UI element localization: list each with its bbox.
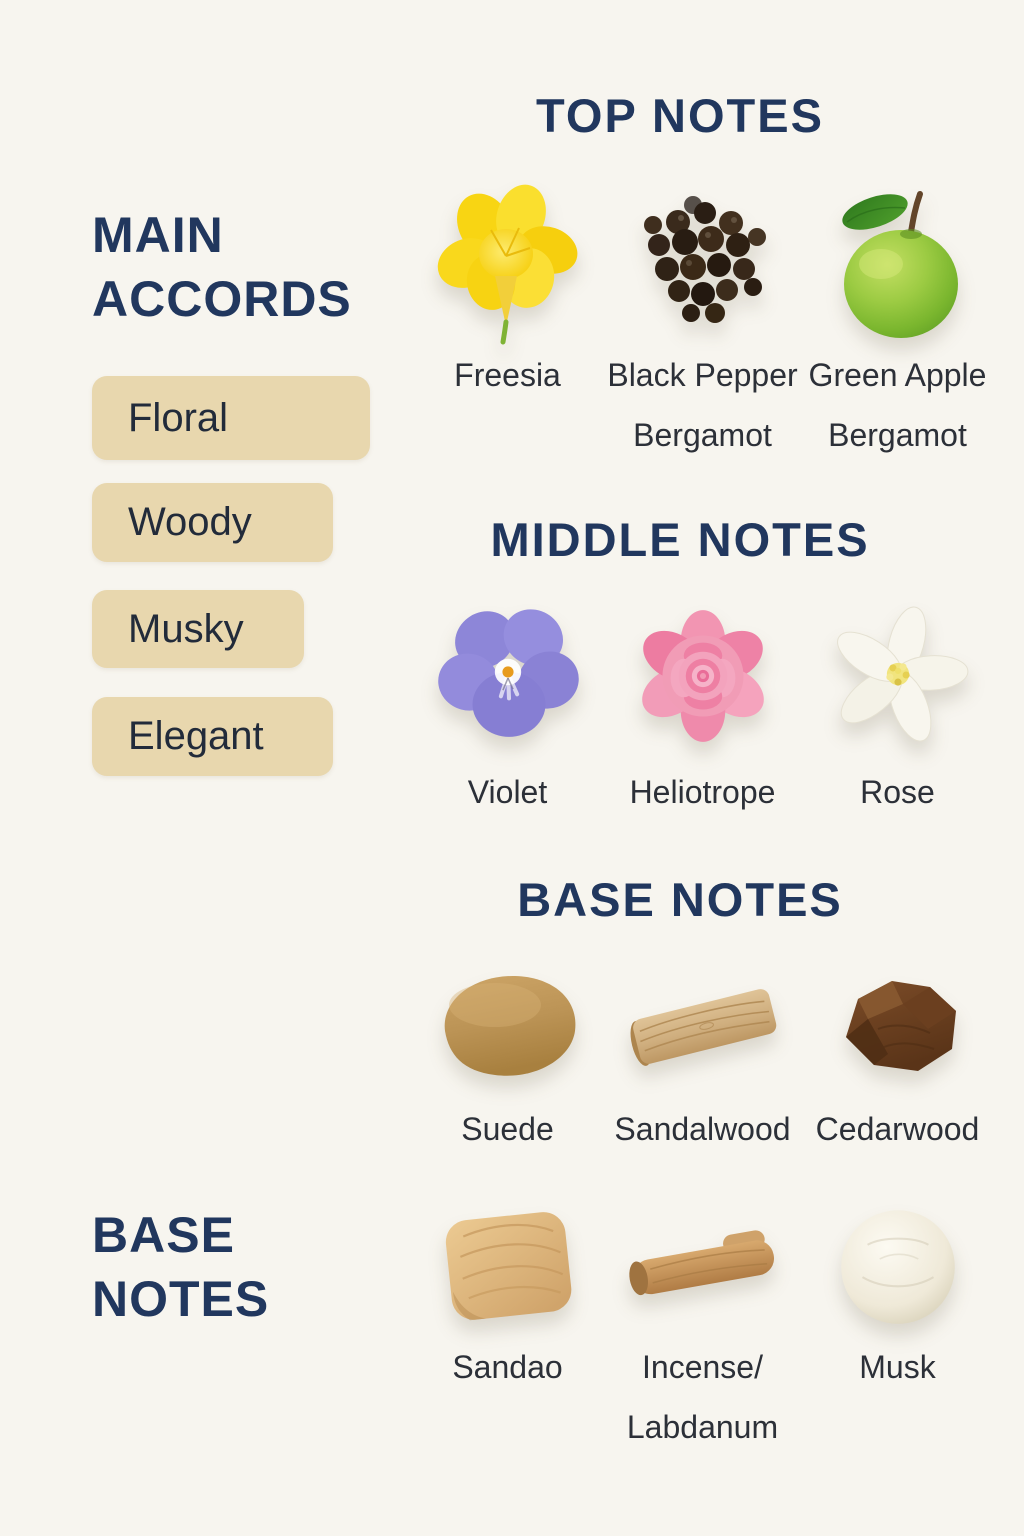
- note-label-line1: Suede: [461, 1111, 554, 1147]
- note-label: [468, 771, 547, 814]
- note-label-line1: Sandao: [452, 1349, 563, 1385]
- note-label-line2: Bergamot: [828, 417, 967, 453]
- note-label-line1: Incense/: [642, 1349, 763, 1385]
- note-item-heliotrope: [610, 585, 795, 814]
- base-notes-row-1: [415, 950, 990, 1151]
- note-label: [816, 1108, 980, 1151]
- note-label-line1: Heliotrope: [629, 774, 776, 810]
- freesia-flower-icon: [433, 176, 583, 348]
- accord-pill-label: Woody: [128, 500, 252, 544]
- note-item-musk: [805, 1190, 990, 1449]
- accord-pill-label: Floral: [128, 395, 229, 440]
- middle-notes-row: [415, 585, 990, 814]
- note-label: [607, 354, 797, 457]
- accord-pill-elegant[interactable]: [92, 697, 333, 776]
- base-notes-title: BASE NOTES: [517, 873, 843, 926]
- note-item-sandao: [415, 1190, 600, 1449]
- note-label-line1: Freesia: [454, 357, 561, 393]
- white-jasmine-flower-icon: [822, 585, 974, 765]
- base-notes-row-2: [415, 1190, 990, 1449]
- note-item-sandalwood: [610, 950, 795, 1151]
- green-apple-icon: [823, 176, 973, 348]
- note-label: [614, 1108, 790, 1151]
- note-label-line2: Bergamot: [633, 417, 772, 453]
- note-item-cedarwood: [805, 950, 990, 1151]
- cedarwood-chunk-icon: [818, 950, 978, 1102]
- sandalwood-chip-icon: [610, 950, 796, 1102]
- musk-ball-icon: [827, 1190, 969, 1340]
- note-label: [454, 354, 561, 397]
- sandao-wood-icon: [420, 1190, 596, 1340]
- note-item-suede: [415, 950, 600, 1151]
- note-label: [859, 1346, 935, 1389]
- note-label-line1: Musk: [859, 1349, 936, 1385]
- note-item-violet: [415, 585, 600, 814]
- middle-notes-title: MIDDLE NOTES: [490, 513, 870, 566]
- accord-pill-musky[interactable]: [92, 590, 304, 668]
- note-item-green-apple: [805, 176, 990, 457]
- base-notes-side-title: [92, 1203, 269, 1331]
- note-label: [809, 354, 987, 457]
- note-item-black-pepper: [607, 176, 798, 457]
- note-label-line1: Green Apple: [808, 357, 987, 393]
- note-label: [860, 771, 935, 814]
- main-accords-title-line1: MAIN: [92, 207, 224, 263]
- base-notes-side-title-line2: NOTES: [92, 1271, 270, 1327]
- note-label: [627, 1346, 778, 1449]
- note-label: [461, 1108, 554, 1151]
- accord-pill-woody[interactable]: [92, 483, 333, 562]
- accord-pill-floral[interactable]: [92, 376, 370, 460]
- top-notes-title: TOP NOTES: [536, 89, 824, 142]
- top-notes-row: [415, 176, 990, 457]
- accord-pill-label: Elegant: [128, 714, 264, 758]
- note-label-line1: Rose: [860, 774, 935, 810]
- note-label-line1: Violet: [467, 774, 548, 810]
- note-item-freesia: [415, 176, 600, 457]
- main-accords-title-line2: ACCORDS: [92, 271, 352, 327]
- note-label: [630, 771, 776, 814]
- note-label-line1: Sandalwood: [614, 1111, 791, 1147]
- note-item-incense-labdanum: [610, 1190, 795, 1449]
- note-label-line2: Labdanum: [626, 1409, 779, 1445]
- black-pepper-icon: [623, 176, 783, 348]
- violet-flower-icon: [432, 585, 584, 765]
- note-label-line1: Black Pepper: [607, 357, 798, 393]
- base-notes-side-title-line1: BASE: [92, 1207, 235, 1263]
- accord-pill-label: Musky: [128, 606, 244, 651]
- incense-labdanum-wood-icon: [610, 1190, 796, 1340]
- note-label: [452, 1346, 562, 1389]
- pink-rose-icon: [627, 585, 779, 765]
- main-accords-title: [92, 203, 352, 331]
- note-item-rose: [805, 585, 990, 814]
- suede-stone-icon: [422, 950, 594, 1102]
- note-label-line1: Cedarwood: [815, 1111, 980, 1147]
